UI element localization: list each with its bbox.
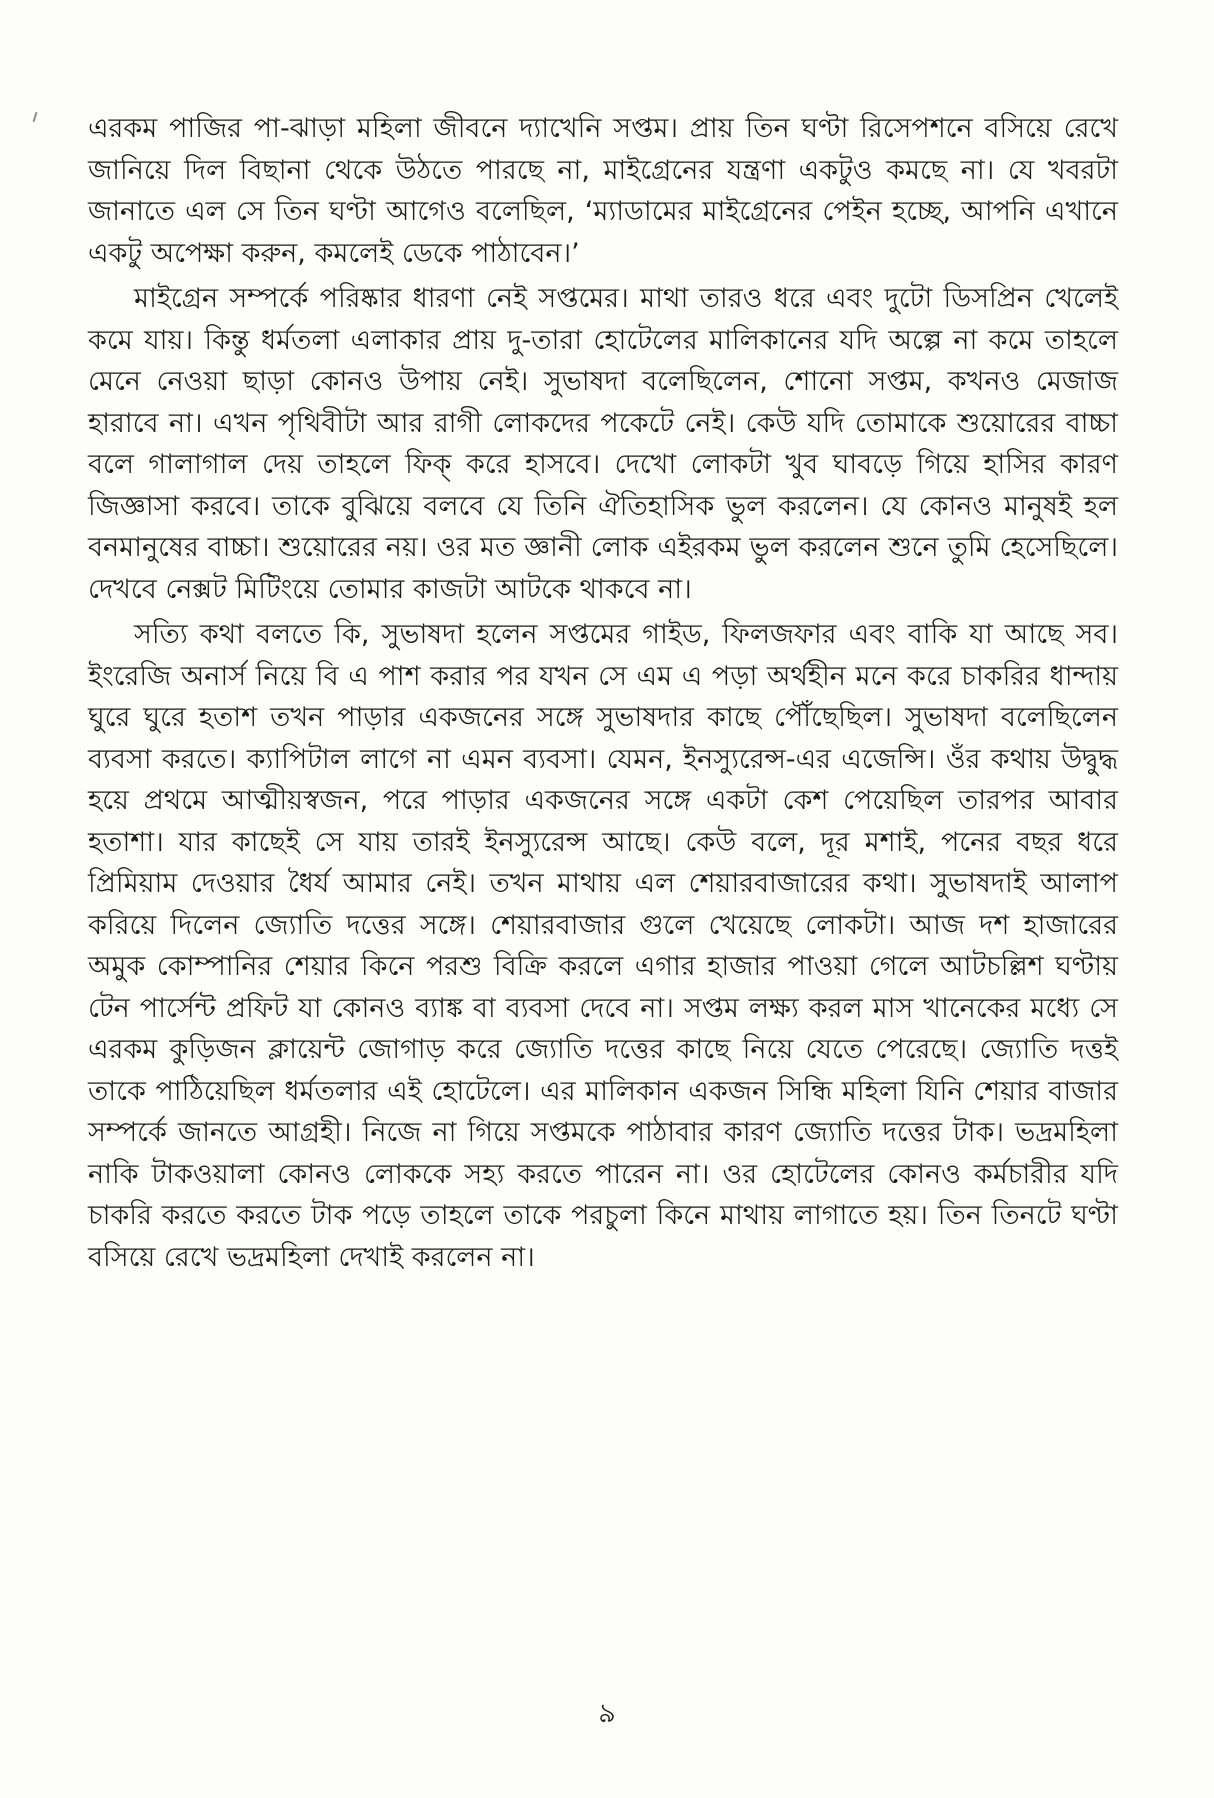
stray-mark [33,112,38,122]
paragraph-2: মাইগ্রেন সম্পর্কে পরিষ্কার ধারণা নেই সপ্তমের। মাথা তারও ধরে এবং দুটো ডিসপ্রিন খেলেই কমে যায়। কিন্তু ধর্মতলা এলাকার প্রায় দু-তারা হোটেলের মালিকানের যদি অল্পে না কমে তাহলে মেনে নেওয়া ছাড়া কোনও উপায় নেই। সুভাষদা বলেছিলেন, শোনো সপ্তম, কখনও মেজাজ হারাবে না। এখন পৃথিবীটা আর রাগী লোকদের পকেটে নেই। কেউ যদি তোমাকে শুয়োরের বাচ্চা বলে গালাগাল দেয় তাহলে ফিক্ করে হাসবে। দেখো লোকটা খুব ঘাবড়ে গিয়ে হাসির কারণ জিজ্ঞাসা করবে। তাকে বুঝিয়ে বলবে যে তিনি ঐতিহাসিক ভুল করলেন। যে কোনও মানুষই হল বনমানুষের বাচ্চা। শুয়োরের নয়। ওর মত জ্ঞানী লোক এইরকম ভুল করলেন শুনে তুমি হেসেছিলে। দেখবে নেক্সট মিটিংয়ে তোমার কাজটা আটকে থাকবে না। [88,283,1118,605]
body-text [88,108,1118,1278]
paragraph-3: সত্যি কথা বলতে কি, সুভাষদা হলেন সপ্তমের গাইড, ফিলজফার এবং বাকি যা আছে সব। ইংরেজি অনার্স নিয়ে বি এ পাশ করার পর যখন সে এম এ পড়া অর্থহীন মনে করে চাকরির ধান্দায় ঘুরে ঘুরে হতাশ তখন পাড়ার একজনের সঙ্গে সুভাষদার কাছে পৌঁছেছিল। সুভাষদা বলেছিলেন ব্যবসা করতে। ক্যাপিটাল লাগে না এমন ব্যবসা। যেমন, ইনস্যুরেন্স-এর এজেন্সি। ওঁর কথায় উদ্বুদ্ধ হয়ে প্রথমে আত্মীয়স্বজন, পরে পাড়ার একজনের সঙ্গে একটা কেশ পেয়েছিল তারপর আবার হতাশা। যার কাছেই সে যায় তারই ইনস্যুরেন্স আছে। কেউ বলে, দূর মশাই, পনের বছর ধরে প্রিমিয়াম দেওয়ার ধৈর্য আমার নেই। তখন মাথায় এল শেয়ারবাজারের কথা। সুভাষদাই আলাপ করিয়ে দিলেন জ্যোতি দত্তের সঙ্গে। শেয়ারবাজার গুলে খেয়েছে লোকটা। আজ দশ হাজারের অমুক কোম্পানির শেয়ার কিনে পরশু বিক্রি করলে এগার হাজার পাওয়া গেলে আটচল্লিশ ঘণ্টায় টেন পার্সেন্ট প্রফিট যা কোনও ব্যাঙ্ক বা ব্যবসা দেবে না। সপ্তম লক্ষ্য করল মাস খানেকের মধ্যে সে এরকম কুড়িজন ক্লায়েন্ট জোগাড় করে জ্যোতি দত্তের কাছে নিয়ে যেতে পেরেছে। জ্যোতি দত্তই তাকে পাঠিয়েছিল ধর্মতলার এই হোটেলে। এর মালিকান একজন সিন্ধি মহিলা যিনি শেয়ার বাজার সম্পর্কে জানতে আগ্রহী। নিজে না গিয়ে সপ্তমকে পাঠাবার কারণ জ্যোতি দত্তের টাক। ভদ্রমহিলা নাকি টাকওয়ালা কোনও লোককে সহ্য করতে পারেন না। ওর হোটেলের কোনও কর্মচারীর যদি চাকরি করতে করতে টাক পড়ে তাহলে তাকে পরচুলা কিনে মাথায় লাগাতে হয়। তিন তিনটে ঘণ্টা বসিয়ে রেখে ভদ্রমহিলা দেখাই করলেন না। [88,619,1118,1273]
paragraph-1: এরকম পাজির পা-ঝাড়া মহিলা জীবনে দ্যাখেনি সপ্তম। প্রায় তিন ঘণ্টা রিসেপশনে বসিয়ে রেখে জানিয়ে দিল বিছানা থেকে উঠতে পারছে না, মাইগ্রেনের যন্ত্রণা একটুও কমছে না। যে খবরটা জানাতে এল সে তিন ঘণ্টা আগেও বলেছিল, ‘ম্যাডামের মাইগ্রেনের পেইন হচ্ছে, আপনি এখানে একটু অপেক্ষা করুন, কমলেই ডেকে পাঠাবেন।’ [88,113,1118,269]
page-number: ৯ [598,1698,616,1729]
